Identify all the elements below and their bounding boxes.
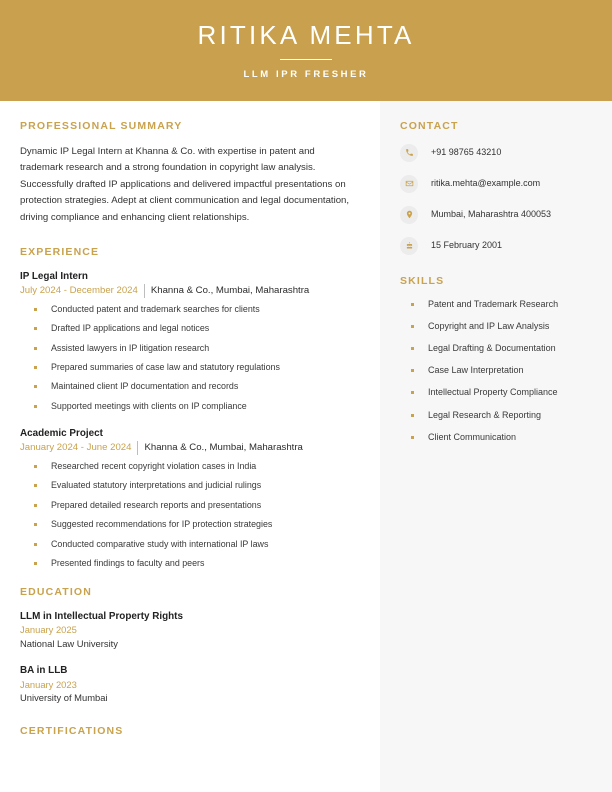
list-item: Client Communication bbox=[410, 431, 596, 444]
contact-item-birthdate bbox=[400, 237, 596, 255]
list-item: Evaluated statutory interpretations and judicial rulings bbox=[33, 479, 356, 492]
contact-email-value: ritika.mehta@example.com bbox=[431, 177, 541, 188]
resume-header bbox=[0, 0, 612, 101]
phone-icon bbox=[400, 144, 418, 162]
experience-meta bbox=[20, 441, 356, 455]
list-item: Supported meetings with clients on IP compliance bbox=[33, 400, 356, 413]
experience-date: January 2024 - June 2024 bbox=[20, 442, 132, 454]
contact-phone-value: +91 98765 43210 bbox=[431, 146, 502, 157]
contact-item-phone bbox=[400, 144, 596, 162]
section-skills bbox=[400, 276, 596, 444]
sidebar-column bbox=[380, 101, 612, 792]
experience-date: July 2024 - December 2024 bbox=[20, 284, 138, 296]
education-entry bbox=[20, 664, 356, 705]
list-item: Suggested recommendations for IP protection strategies bbox=[33, 518, 356, 531]
list-item: Prepared summaries of case law and statutory regulations bbox=[33, 361, 356, 374]
list-item: Legal Drafting & Documentation bbox=[410, 342, 596, 355]
list-item: Conducted patent and trademark searches for clients bbox=[33, 303, 356, 316]
list-item: Assisted lawyers in IP litigation research bbox=[33, 342, 356, 355]
experience-meta bbox=[20, 284, 356, 298]
summary-heading: PROFESSIONAL SUMMARY bbox=[20, 120, 183, 132]
education-degree: BA in LLB bbox=[20, 664, 68, 676]
education-heading: EDUCATION bbox=[20, 586, 92, 598]
birthday-cake-icon bbox=[400, 237, 418, 255]
section-professional-summary bbox=[20, 121, 356, 226]
list-item: Intellectual Property Compliance bbox=[410, 386, 596, 399]
education-date: January 2025 bbox=[20, 624, 77, 636]
list-item: Patent and Trademark Research bbox=[410, 298, 596, 311]
email-icon bbox=[400, 175, 418, 193]
experience-entry bbox=[20, 270, 356, 413]
certifications-heading: CERTIFICATIONS bbox=[20, 724, 124, 737]
list-item: Copyright and IP Law Analysis bbox=[410, 320, 596, 333]
education-school: University of Mumbai bbox=[20, 692, 108, 704]
education-date: January 2023 bbox=[20, 678, 77, 690]
summary-text: Dynamic IP Legal Intern at Khanna & Co. with expertise in patent and trademark research and a strong foundation in copyright law analysis. Successfully drafted IP applications and delivered impactful presentations on protection strategies. Adept at client communication and legal documentation, driving compliance and enhancing client relationships. bbox=[20, 145, 350, 223]
resume-body bbox=[0, 101, 612, 792]
list-item: Case Law Interpretation bbox=[410, 364, 596, 377]
skills-heading: SKILLS bbox=[400, 274, 445, 287]
list-item: Presented findings to faculty and peers bbox=[33, 557, 356, 570]
list-item: Conducted comparative study with international IP laws bbox=[33, 538, 356, 551]
list-item: Researched recent copyright violation cases in India bbox=[33, 460, 356, 473]
meta-separator bbox=[137, 441, 138, 455]
experience-bullet-list bbox=[20, 303, 356, 413]
section-certifications bbox=[20, 726, 356, 738]
experience-role: Academic Project bbox=[20, 427, 103, 439]
experience-organization: Khanna & Co., Mumbai, Maharashtra bbox=[150, 284, 310, 296]
education-entry bbox=[20, 610, 356, 651]
section-experience bbox=[20, 247, 356, 570]
contact-list bbox=[400, 144, 596, 255]
list-item: Maintained client IP documentation and records bbox=[33, 380, 356, 393]
list-item: Prepared detailed research reports and presentations bbox=[33, 499, 356, 512]
candidate-name: RITIKA MEHTA bbox=[197, 19, 415, 50]
skills-list bbox=[400, 298, 596, 443]
contact-location-value: Mumbai, Maharashtra 400053 bbox=[431, 208, 552, 219]
contact-item-location bbox=[400, 206, 596, 224]
experience-bullet-list bbox=[20, 460, 356, 570]
experience-role: IP Legal Intern bbox=[20, 270, 88, 282]
section-contact bbox=[400, 121, 596, 255]
experience-organization: Khanna & Co., Mumbai, Maharashtra bbox=[144, 442, 303, 454]
contact-item-email bbox=[400, 175, 596, 193]
header-divider-rule bbox=[280, 59, 332, 61]
main-column bbox=[0, 101, 380, 792]
section-education bbox=[20, 587, 356, 705]
education-school: National Law University bbox=[20, 638, 118, 650]
candidate-subtitle: LLM IPR FRESHER bbox=[243, 69, 369, 80]
education-degree: LLM in Intellectual Property Rights bbox=[20, 610, 183, 622]
meta-separator bbox=[144, 284, 145, 298]
contact-birthdate-value: 15 February 2001 bbox=[431, 239, 503, 250]
location-pin-icon bbox=[400, 206, 418, 224]
experience-heading: EXPERIENCE bbox=[20, 246, 100, 259]
list-item: Drafted IP applications and legal notices bbox=[33, 322, 356, 335]
contact-heading: CONTACT bbox=[400, 120, 459, 132]
experience-entry bbox=[20, 427, 356, 570]
list-item: Legal Research & Reporting bbox=[410, 409, 596, 422]
